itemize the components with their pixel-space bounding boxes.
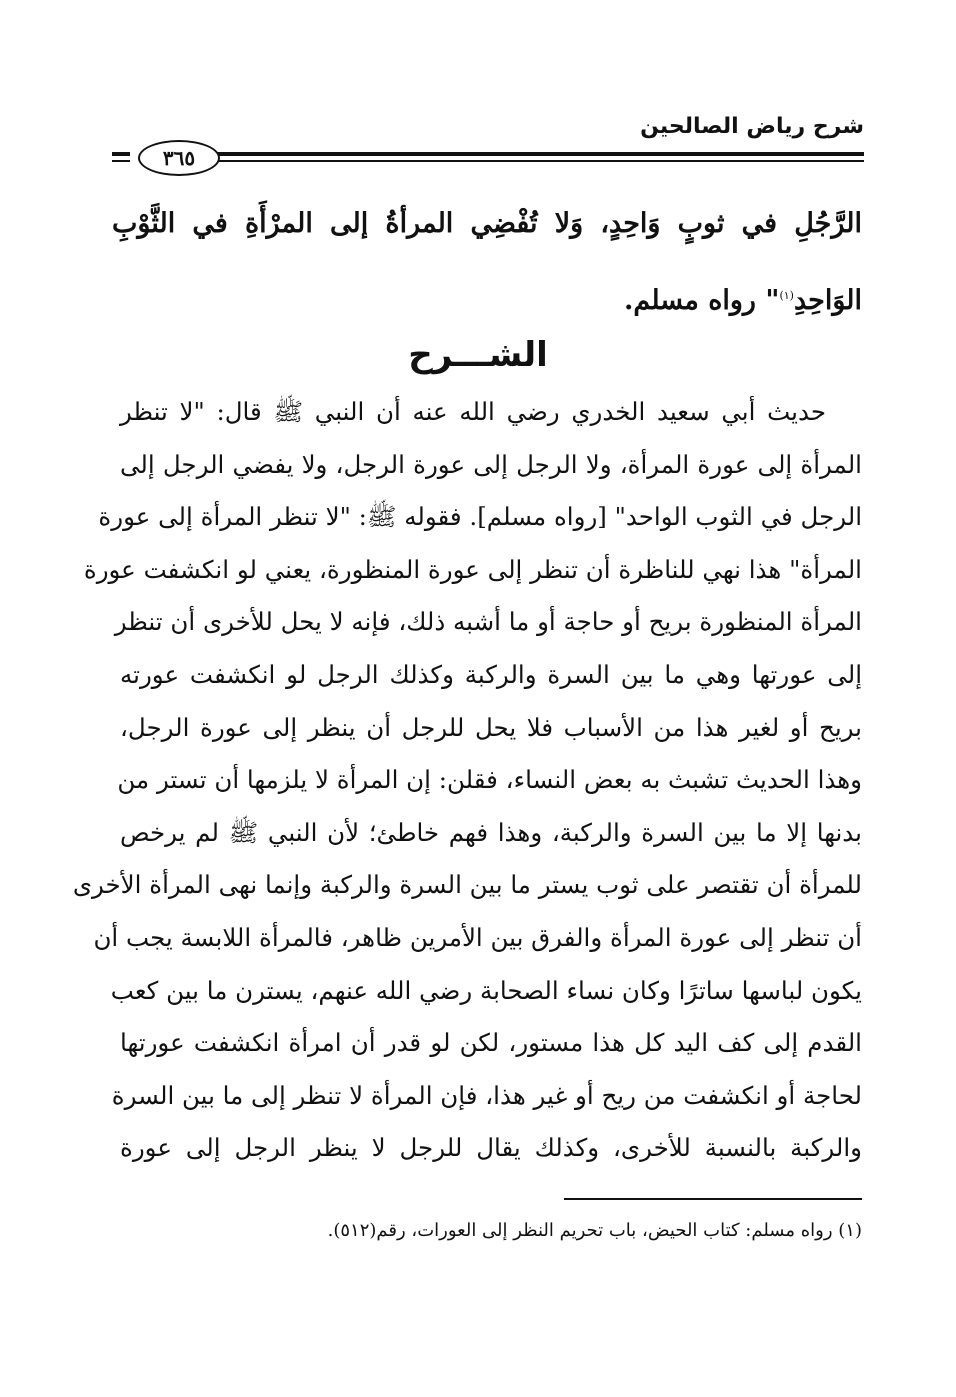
commentary-line: المرأة إلى عورة المرأة، ولا الرجل إلى عورة الرجل، ولا يفضي الرجل إلى: [120, 449, 862, 479]
header-rule-left-thick: [112, 152, 130, 156]
commentary-line: القدم إلى كف اليد كل هذا مستور، لكن لو قدر أن امرأة انكشفت عورتها: [120, 1028, 862, 1058]
hadith-text-end: " رواه مسلم.: [623, 285, 780, 316]
hadith-text-main: الرَّجُلِ في ثوبٍ وَاحِدٍ، وَلا تُفْضِي المرأةُ إلى المرْأَةِ في الثَّوْبِ الوَاحِدِ: [112, 208, 862, 316]
footnote-marker[interactable]: (١): [779, 289, 794, 302]
commentary-body: [72, 386, 862, 1175]
commentary-line: يكون لباسها ساترًا وكان نساء الصحابة رضي الله عنهم، يسترن ما بين كعب: [110, 975, 862, 1005]
commentary-line: والركبة بالنسبة للأخرى، وكذلك يقال للرجل لا ينظر الرجل إلى عورة: [120, 1133, 862, 1163]
header-rule-thin: [214, 160, 864, 162]
commentary-line: بريح أو لغير هذا من الأسباب فلا يحل للرجل أن ينظر إلى عورة الرجل،: [120, 712, 862, 742]
commentary-line: لحاجة أو انكشفت من ريح أو غير هذا، فإن المرأة لا تنظر إلى ما بين السرة: [111, 1080, 862, 1110]
section-heading: الشـــرح: [408, 335, 548, 375]
commentary-line: المرأة" هذا نهي للناظرة أن تنظر إلى عورة المنظورة، يعني لو انكشفت عورة: [83, 554, 862, 584]
footnote-separator: [564, 1198, 862, 1200]
commentary-line: حديث أبي سعيد الخدري رضي الله عنه أن النبي ﷺ قال: "لا تنظر: [120, 397, 826, 426]
header-rule-thick: [214, 152, 864, 156]
commentary-line: إلى عورتها وهي ما بين السرة والركبة وكذلك الرجل لو انكشفت عورته: [120, 659, 862, 689]
commentary-line: للمرأة أن تقتصر على ثوب يستر ما بين السرة والركبة وإنما نهى المرأة الأخرى: [72, 870, 862, 900]
header-rule-left-thin: [112, 160, 130, 162]
commentary-line: بدنها إلا ما بين السرة والركبة، وهذا فهم خاطئ؛ لأن النبي ﷺ لم يرخص: [120, 817, 862, 847]
commentary-line: الرجل في الثوب الواحد" [رواه مسلم]. فقوله ﷺ: "لا تنظر المرأة إلى عورة: [98, 502, 862, 532]
commentary-line: المرأة المنظورة بريح أو حاجة أو ما أشبه ذلك، فإنه لا يحل للأخرى أن تنظر: [114, 607, 862, 637]
page-number: ٣٦٥: [138, 140, 220, 176]
footnote: (١) رواه مسلم: كتاب الحيض، باب تحريم النظر إلى العورات، رقم(٥١٢).: [327, 1220, 862, 1241]
book-title: شرح رياض الصالحين: [640, 114, 864, 139]
hadith-text: [112, 188, 862, 337]
commentary-line: وهذا الحديث تشبث به بعض النساء، فقلن: إن المرأة لا يلزمها أن تستر من: [117, 765, 862, 795]
page-header: [112, 112, 864, 172]
commentary-line: أن تنظر إلى عورة المرأة والفرق بين الأمرين ظاهر، فالمرأة اللابسة يجب أن: [93, 922, 862, 952]
